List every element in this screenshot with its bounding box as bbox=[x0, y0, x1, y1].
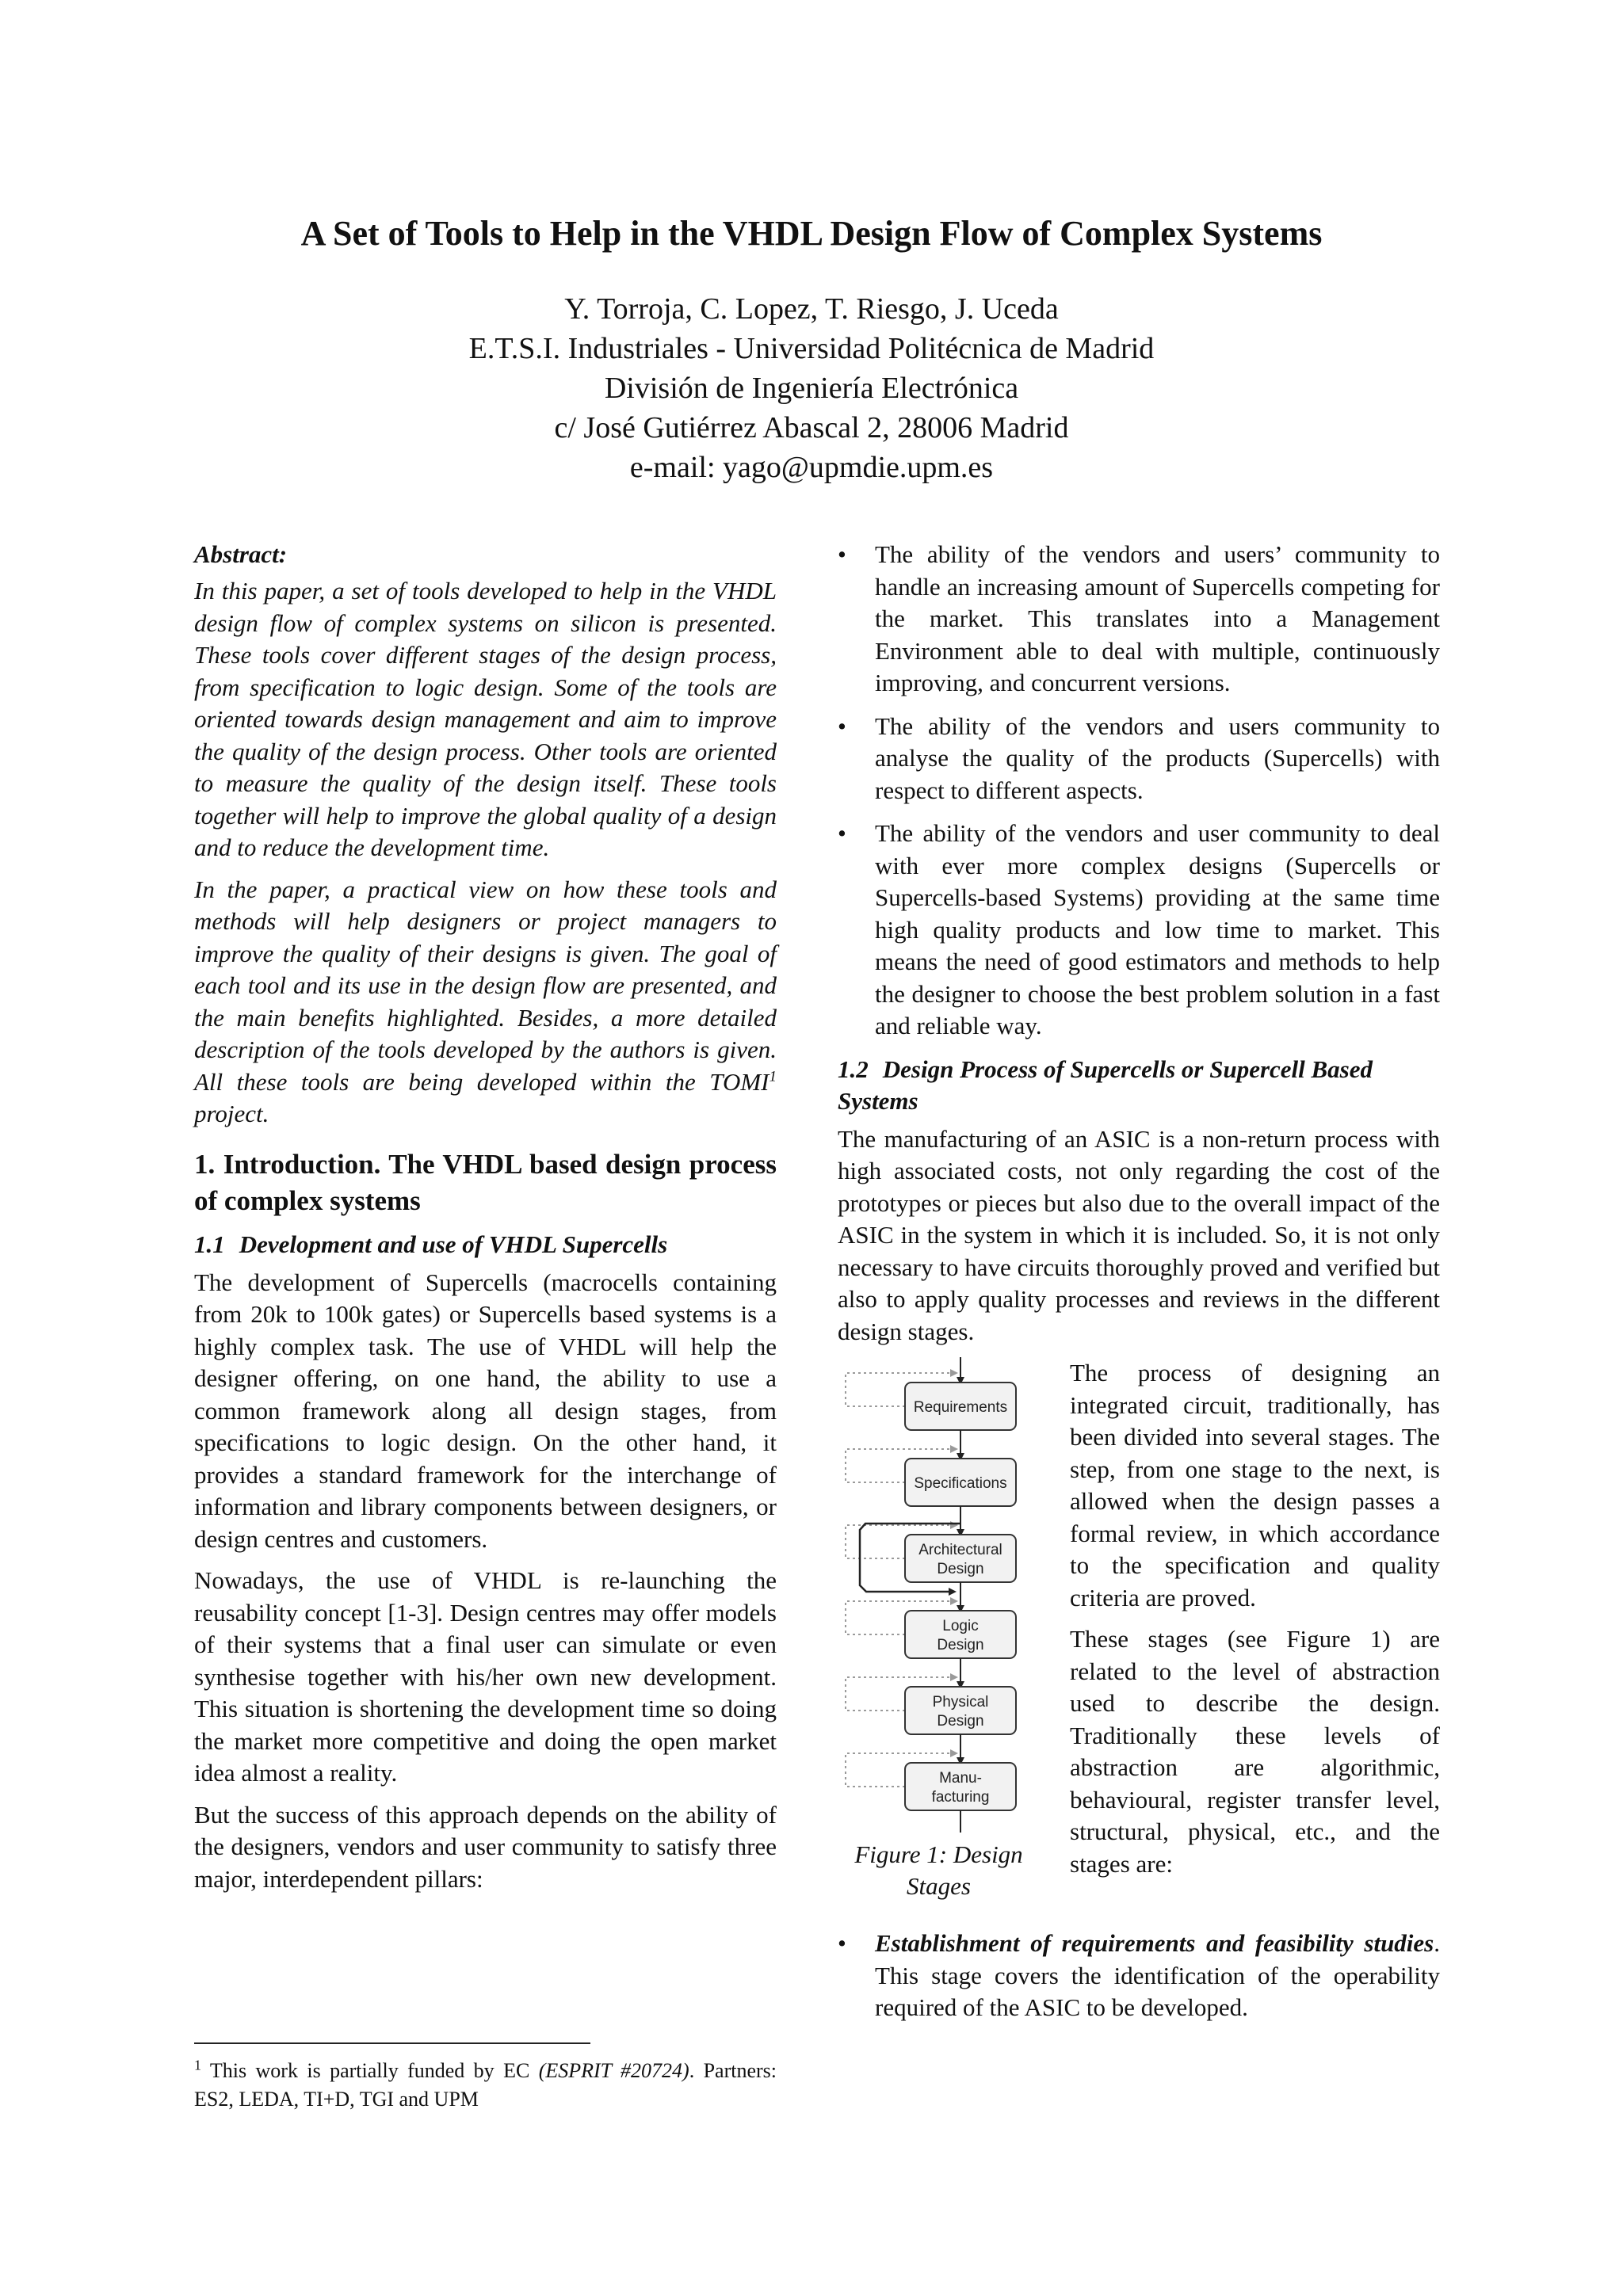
left-column bbox=[194, 539, 777, 1905]
stages-list bbox=[838, 1928, 1440, 2024]
figure-area bbox=[838, 1357, 1440, 1928]
stage-label-line: Specifications bbox=[914, 1475, 1007, 1492]
author-names: Y. Torroja, C. Lopez, T. Riesgo, J. Uceda bbox=[564, 292, 1059, 326]
stage-label bbox=[914, 1475, 1006, 1492]
design-process-paragraph-1: The manufacturing of an ASIC is a non-return process with high associated costs, not only regarding the cost of the prototypes or pieces but also due to the overall impact of the ASIC in the system in which it is included. So, it is not only necessary to have circuits thoroughly proved and verified but also to apply quality processes and reviews in the different design stages. bbox=[838, 1124, 1440, 1345]
stage-label-line: Requirements bbox=[913, 1399, 1008, 1416]
author-email[interactable]: e-mail: yago@upmdie.upm.es bbox=[629, 451, 994, 484]
stage-description: . This stage covers the identification of the operability required of the ASIC to be developed. bbox=[875, 1929, 1440, 2021]
intro-paragraph-1: The development of Supercells (macrocells containing from 20k to 100k gates) or Supercells based systems is a highly complex task. The use of VHDL will help the designer offering, on one hand, the ability to use a common framework along all design stages, from specifications to logic design. On the other hand, it provides a standard framework for the interchange of information and library components between designers, or design centres and customers. bbox=[194, 1268, 777, 1553]
list-item-text: The ability of the vendors and user community to deal with ever more complex designs (Supercells or Supercells-based Systems) providing at the same time high quality products and low time to market. This means the need of good estimators and methods to help the designer to choose the best problem solution in a fast and reliable way. bbox=[875, 819, 1440, 1039]
section-1-heading: 1. Introduction. The VHDL based design process of complex systems bbox=[194, 1148, 777, 1216]
stage-label-line: Design bbox=[937, 1561, 984, 1577]
list-item bbox=[838, 818, 1440, 1043]
abstract-paragraph-1: In this paper, a set of tools developed to help in the VHDL design flow of complex systems on silicon is presented. These tools cover different stages of the design process, from specification to logic design. Some of the tools are oriented towards design management and aim to improve the quality of the design process. Other tools are oriented to measure the quality of the design itself. These tools together will help to improve the global quality of a design and to reduce the development time. bbox=[194, 577, 777, 861]
design-process-paragraph-2: The process of designing an integrated circuit, traditionally, has been divided into several stages. The step, from one stage to the next, is allowed when the design passes a formal review, in which accordance to the specification and quality criteria are proved. bbox=[1070, 1359, 1440, 1611]
footnote bbox=[194, 2057, 777, 2114]
design-process-paragraph-3: These stages (see Figure 1) are related to the level of abstraction used to describe the design. Traditionally these levels of abstraction are algorithmic, behavioural, register transfer level, structural, physical, etc., and the stages are: bbox=[1070, 1625, 1440, 1878]
list-item bbox=[838, 539, 1440, 700]
footnote-ref[interactable]: 1 bbox=[769, 1068, 777, 1085]
stage-label-line: Physical bbox=[932, 1694, 989, 1711]
stage-label-line: Design bbox=[937, 1713, 984, 1730]
stage-label-line: Manu- bbox=[939, 1770, 982, 1787]
pillars-list bbox=[838, 539, 1440, 1043]
subsection-1-2-heading bbox=[838, 1054, 1440, 1117]
abstract-paragraph-2 bbox=[194, 874, 777, 1131]
stage-label-line: Design bbox=[937, 1637, 984, 1653]
abstract-heading: Abstract: bbox=[194, 540, 288, 568]
paper-title: A Set of Tools to Help in the VHDL Design Flow of Complex Systems bbox=[300, 214, 1323, 253]
subsection-1-1-title: Development and use of VHDL Supercells bbox=[239, 1230, 668, 1258]
subsection-1-2-title: Design Process of Supercells or Supercell Based Systems bbox=[838, 1055, 1373, 1115]
footnote-text-b: . Partners: ES2, LEDA, TI+D, TGI and UPM bbox=[194, 2059, 777, 2111]
subsection-1-2-number: 1.2 bbox=[838, 1055, 869, 1083]
author-block bbox=[0, 289, 1623, 487]
list-item bbox=[838, 1928, 1440, 2024]
author-affiliation: E.T.S.I. Industriales - Universidad Politécnica de Madrid bbox=[468, 332, 1155, 365]
figure-1-caption: Figure 1: Design Stages bbox=[854, 1840, 1023, 1900]
bullet-icon: • bbox=[838, 1929, 846, 1957]
intro-paragraph-2: Nowadays, the use of VHDL is re-launching the reusability concept [1-3]. Design centres may offer models of their systems that a final user can simulate or even synthesise together with his/her own new development. This situation is shortening the development time so doing the market more competitive and doing the open market idea almost a reality. bbox=[194, 1566, 777, 1787]
subsection-1-1-heading bbox=[194, 1229, 777, 1261]
footnote-project: (ESPRIT #20724) bbox=[538, 2059, 689, 2082]
stage-label bbox=[914, 1399, 1007, 1416]
author-address: c/ José Gutiérrez Abascal 2, 28006 Madrid bbox=[554, 411, 1069, 444]
design-stages-diagram bbox=[838, 1357, 1040, 1833]
author-division: División de Ingeniería Electrónica bbox=[604, 372, 1019, 405]
stage-label-line: Logic bbox=[942, 1618, 979, 1634]
bullet-icon: • bbox=[838, 711, 846, 740]
footnote-text-a: This work is partially funded by EC bbox=[201, 2059, 539, 2082]
right-column bbox=[838, 539, 1440, 2035]
list-item-text: The ability of the vendors and users community to analyse the quality of the products (Supercells) with respect to different aspects. bbox=[875, 711, 1440, 804]
footnote-number: 1 bbox=[194, 2057, 201, 2073]
stage-name: Establishment of requirements and feasibility studies bbox=[875, 1929, 1434, 1957]
abstract-paragraph-2-end: project. bbox=[194, 1100, 269, 1127]
bullet-icon: • bbox=[838, 540, 846, 568]
intro-paragraph-3: But the success of this approach depends on the ability of the designers, vendors and user community to satisfy three major, interdependent pillars: bbox=[194, 1800, 777, 1893]
stage-label-line: Architectural bbox=[918, 1542, 1002, 1558]
bullet-icon: • bbox=[838, 819, 846, 847]
footnote-rule bbox=[194, 2042, 590, 2044]
list-item-text: The ability of the vendors and users’ community to handle an increasing amount of Supercells competing for the market. This translates into a Management Environment able to deal with multiple, continuously improving, and concurrent versions. bbox=[875, 540, 1440, 696]
abstract-paragraph-2-text: In the paper, a practical view on how these tools and methods will help designers or project managers to improve the quality of their designs is given. The goal of each tool and its use in the design flow are presented, and the main benefits highlighted. Besides, a more detailed description of the tools developed by the authors is given. All these tools are being developed within the TOMI bbox=[194, 875, 777, 1096]
figure-1 bbox=[838, 1357, 1040, 1928]
subsection-1-1-number: 1.1 bbox=[194, 1230, 225, 1258]
stage-label-line: facturing bbox=[931, 1789, 990, 1806]
figure-side-text bbox=[1070, 1357, 1440, 1890]
list-item bbox=[838, 711, 1440, 807]
